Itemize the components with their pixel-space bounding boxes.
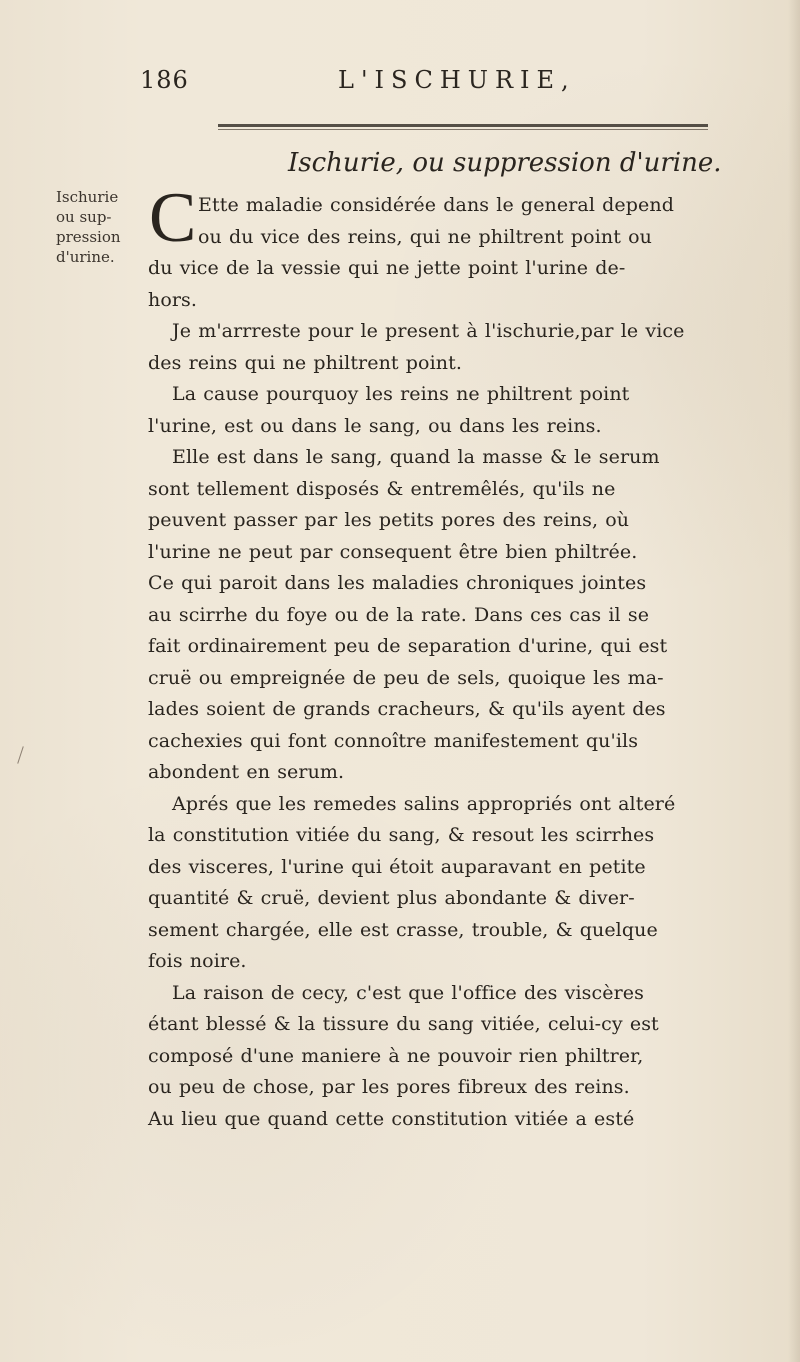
paragraph-6-line-5: Au lieu que quand cette constitution vitiée a esté xyxy=(148,1107,635,1130)
paragraph-2-line-2: des reins qui ne philtrent point. xyxy=(148,351,462,374)
margin-note xyxy=(56,187,142,267)
paper-edge-shadow xyxy=(788,0,800,1362)
margin-note-line-2: ou sup- xyxy=(56,208,112,226)
paragraph-3-line-1: La cause pourquoy les reins ne philtrent point xyxy=(172,383,630,405)
paragraph-2-line-1: Je m'arrreste pour le present à l'ischurie,par le vice xyxy=(172,320,685,342)
running-head: L'ISCHURIE, xyxy=(338,66,576,94)
header-rule xyxy=(218,124,708,127)
paragraph-6-line-3: composé d'une maniere à ne pouvoir rien philtrer, xyxy=(148,1044,644,1067)
paragraph-6-line-1: La raison de cecy, c'est que l'office des viscères xyxy=(172,981,644,1004)
paragraph-5-line-2: la constitution vitiée du sang, & resout les scirrhes xyxy=(148,824,655,846)
paragraph-4-line-8: cruë ou empreignée de peu de sels, quoique les ma- xyxy=(148,666,664,689)
paragraph-5-line-6: fois noire. xyxy=(148,950,247,972)
paragraph-4-line-4: l'urine ne peut par consequent être bien philtrée. xyxy=(148,540,638,563)
paragraph-5-line-1: Aprés que les remedes salins appropriés ont alteré xyxy=(172,792,676,815)
margin-note-line-1: Ischurie xyxy=(56,188,119,206)
margin-note-line-3: pression xyxy=(56,228,121,246)
paragraph-5-line-3: des visceres, l'urine qui étoit auparavant en petite xyxy=(148,855,646,878)
paragraph-4-line-5: Ce qui paroit dans les maladies chroniques jointes xyxy=(148,572,647,594)
paragraph-4-line-6: au scirrhe du foye ou de la rate. Dans ces cas il se xyxy=(148,603,650,626)
paragraph-6-line-2: étant blessé & la tissure du sang vitiée, celui-cy est xyxy=(148,1013,659,1035)
paragraph-4-line-9: lades soient de grands cracheurs, & qu'ils ayent des xyxy=(148,698,666,720)
paragraph-1-line-3: du vice de la vessie qui ne jette point l'urine de- xyxy=(148,257,626,279)
main-text xyxy=(148,190,788,1135)
paragraph-1-line-4: hors. xyxy=(148,288,198,311)
stray-ink-mark xyxy=(17,746,24,763)
paragraph-4-line-10: cachexies qui font connoître manifestement qu'ils xyxy=(148,729,639,752)
margin-note-line-4: d'urine. xyxy=(56,248,115,266)
paragraph-4-line-1: Elle est dans le sang, quand la masse & le serum xyxy=(172,446,660,468)
paragraph-4-line-3: peuvent passer par les petits pores des reins, où xyxy=(148,509,630,531)
page-header xyxy=(140,66,700,106)
paragraph-3-line-2: l'urine, est ou dans le sang, ou dans les reins. xyxy=(148,414,602,437)
page-number: 186 xyxy=(140,66,189,94)
chapter-title: Ischurie, ou suppression d'urine. xyxy=(288,148,722,178)
paragraph-4-line-7: fait ordinairement peu de separation d'urine, qui est xyxy=(148,635,668,657)
paragraph-6-line-4: ou peu de chose, par les pores fibreux des reins. xyxy=(148,1076,630,1098)
paragraph-5-line-4: quantité & cruë, devient plus abondante & diver- xyxy=(148,887,635,909)
paragraph-1-line-2: ou du vice des reins, qui ne philtrent point ou xyxy=(198,225,652,248)
paragraph-4-line-2: sont tellement disposés & entremêlés, qu'ils ne xyxy=(148,477,616,500)
paragraph-1-line-1: Ette maladie considérée dans le general depend xyxy=(198,194,674,216)
paragraph-5-line-5: sement chargée, elle est crasse, trouble, & quelque xyxy=(148,918,658,941)
paragraph-4-line-11: abondent en serum. xyxy=(148,761,345,783)
drop-cap: C xyxy=(149,179,197,257)
